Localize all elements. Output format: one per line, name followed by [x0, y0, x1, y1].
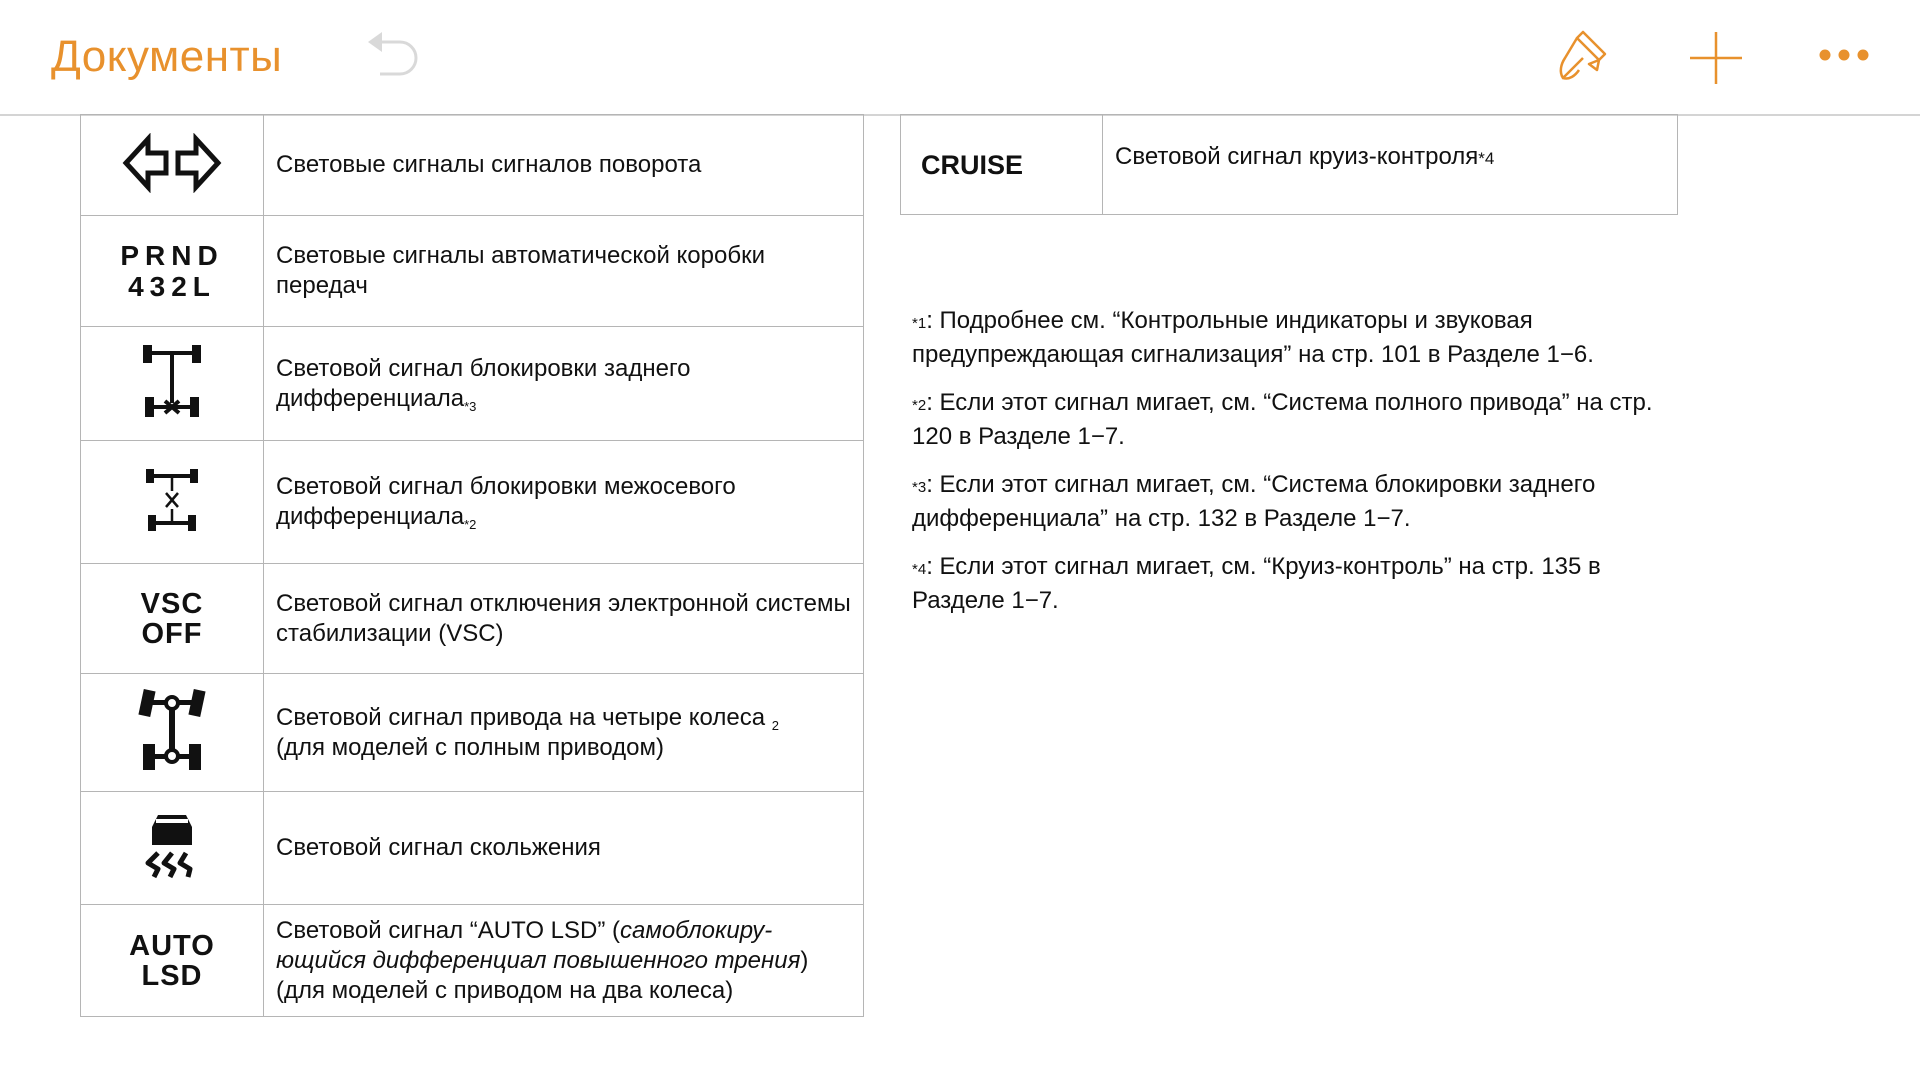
- center-diff-lock-icon: [142, 465, 202, 535]
- footnote: *4: Если этот сигнал мигает, см. “Круиз-контроль” на стр. 135 в Разделе 1−7.: [912, 553, 1601, 614]
- footnote: *3: Если этот сигнал мигает, см. “Система блокировки заднего дифференциала” на стр. 132 в Разделе 1−7.: [912, 471, 1596, 532]
- table-row: [81, 115, 864, 216]
- paintbrush-icon[interactable]: [1555, 28, 1615, 84]
- table-row: [81, 564, 864, 674]
- table-row: [81, 441, 864, 564]
- toolbar: [0, 0, 1920, 116]
- row-description: Световой сигнал привода на четыре колеса $^2$ (для моделей с полным приводом): [264, 674, 864, 792]
- row-description: Световой сигнал отключения электронной системы стабилизации (VSC): [264, 564, 864, 674]
- slip-indicator-icon: [140, 811, 204, 881]
- footnote-marker: *4: [1478, 149, 1495, 168]
- row-description: Световой сигнал блокировки заднего дифференциала$^{*3}$: [264, 327, 864, 441]
- footnote-marker: *3: [464, 398, 477, 414]
- row-description: Световой сигнал скольжения: [264, 792, 864, 905]
- table-row: [81, 216, 864, 327]
- more-icon[interactable]: [1818, 48, 1870, 62]
- footnote: *1: Подробнее см. “Контрольные индикаторы и звуковая предупреждающая сигнализация” на стр. 101 в Разделе 1−6.: [912, 307, 1594, 368]
- table-row: [81, 905, 864, 1017]
- prnd-indicator-icon: PRND 432L: [81, 216, 264, 327]
- table-row: [81, 792, 864, 905]
- row-description: Световой сигнал круиз-контроля*4: [1103, 115, 1678, 215]
- row-description: Световой сигнал “AUTO LSD” (самоблокиру-ющийся дифференциал повышенного трения) (для моделей с приводом на два колеса): [264, 905, 864, 1017]
- footnote: *2: Если этот сигнал мигает, см. “Система полного привода” на стр. 120 в Разделе 1−7.: [912, 389, 1653, 450]
- table-row: [81, 327, 864, 441]
- cruise-indicator-icon: CRUISE: [901, 115, 1103, 215]
- rear-diff-lock-icon: [137, 341, 207, 421]
- cruise-table: [900, 114, 1678, 215]
- indicator-table: [80, 114, 864, 1017]
- row-description: Световые сигналы сигналов поворота: [264, 115, 864, 216]
- vsc-off-indicator-icon: VSC OFF: [81, 564, 264, 674]
- auto-lsd-indicator-icon: AUTO LSD: [81, 905, 264, 1017]
- footnotes: [912, 306, 1672, 634]
- undo-icon[interactable]: [366, 32, 424, 84]
- four-wheel-drive-icon: [137, 688, 207, 772]
- turn-signal-arrows-icon: [122, 133, 222, 193]
- row-description: Световой сигнал блокировки межосевого дифференциала$^{*2}$: [264, 441, 864, 564]
- documents-back-button[interactable]: Документы: [51, 32, 283, 81]
- footnote-marker: *2: [464, 517, 477, 532]
- table-row: [901, 115, 1678, 215]
- footnote-marker: 2: [771, 717, 779, 733]
- plus-icon[interactable]: [1688, 30, 1744, 86]
- table-row: [81, 674, 864, 792]
- row-description: Световые сигналы автоматической коробки передач: [264, 216, 864, 327]
